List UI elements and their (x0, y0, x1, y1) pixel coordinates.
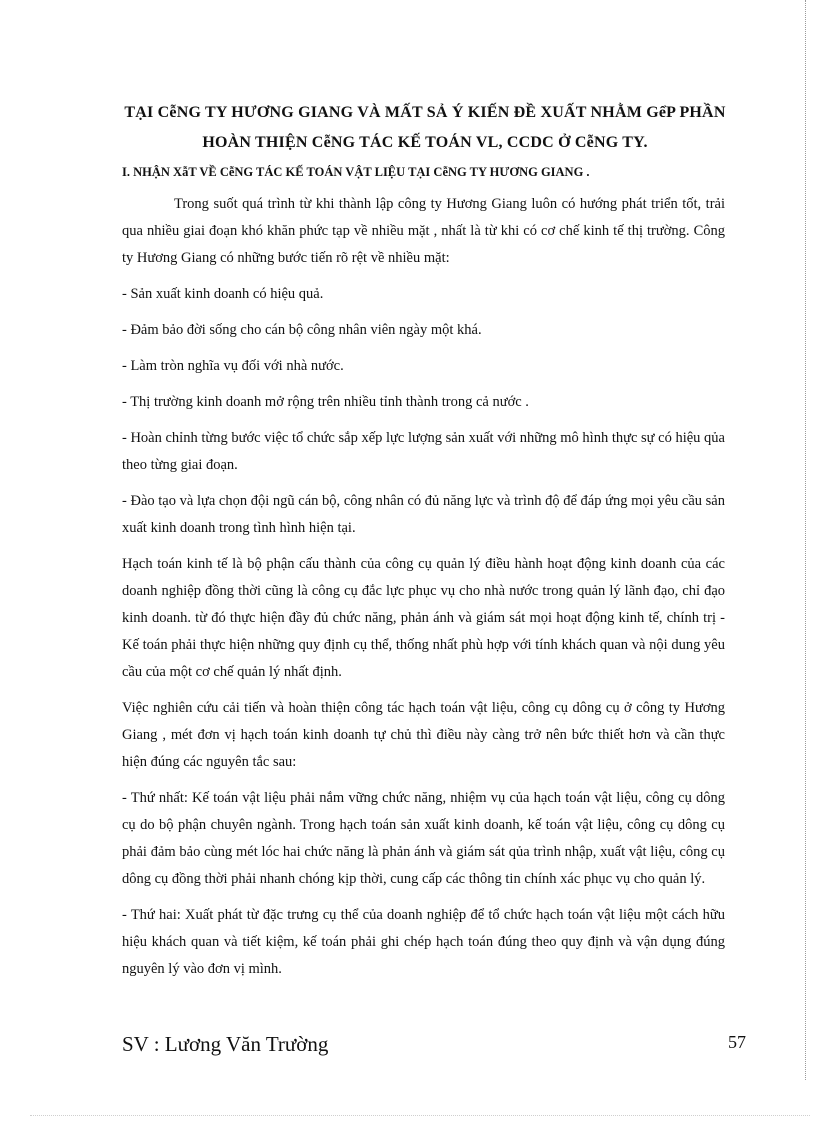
page-margin-rule (805, 0, 806, 1080)
list-item: - Thứ nhất: Kế toán vật liệu phải nắm vững chức năng, nhiệm vụ của hạch toán vật liệu, công cụ dông cụ do bộ phận chuyên ngành. Trong hạch toán sản xuất kinh doanh, kế toán vật liệu, công cụ dông cụ phải đảm bảo cùng mét lóc hai chức năng là phản ánh và giám sát qủa trình nhập, xuất vật liệu, công cụ dông cụ đồng thời phải nhanh chóng kịp thời, cung cấp các thông tin chính xác phục vụ cho quản lý. (122, 790, 725, 887)
list-item: - Đào tạo và lựa chọn đội ngũ cán bộ, công nhân có đủ năng lực và trình độ để đáp ứng mọi yêu cầu sản xuất kinh doanh trong tình hình hiện tại. (122, 493, 725, 536)
footer-student-name: SV : Lương Văn Trường (122, 1032, 329, 1056)
document-title-line-2: HOÀN THIỆN CễNG TÁC KẾ TOÁN VL, CCDC Ở CễNG TY. (202, 134, 648, 151)
section-heading: I. NHẬN XẫT VỀ CễNG TÁC KẾ TOÁN VẬT LIỆU TẠI CễNG TY HƯƠNG GIANG . (122, 165, 590, 179)
paragraph: Hạch toán kinh tế là bộ phận cấu thành của công cụ quản lý điều hành hoạt động kinh doanh của các doanh nghiệp đồng thời cũng là công cụ đắc lực phục vụ cho nhà nước trong quản lý lãnh đạo, chỉ đạo kinh doanh. từ đó thực hiện đầy đủ chức năng, phản ánh và giám sát mọi hoạt động kinh tế, chính trị - Kế toán phải thực hiện những quy định cụ thể, thống nhất phù hợp với tính khách quan và nội dung yêu cầu của một cơ chế quản lý nhất định. (122, 556, 725, 680)
list-item: - Đảm bảo đời sống cho cán bộ công nhân viên ngày một khá. (122, 322, 482, 338)
list-item: - Hoàn chỉnh từng bước việc tổ chức sắp xếp lực lượng sản xuất với những mô hình thực sự có hiệu qủa theo từng giai đoạn. (122, 430, 725, 473)
page-number: 57 (728, 1032, 746, 1052)
list-item: - Thị trường kinh doanh mở rộng trên nhiều tỉnh thành trong cả nước . (122, 394, 529, 410)
list-item: - Thứ hai: Xuất phát từ đặc trưng cụ thể của doanh nghiệp để tổ chức hạch toán vật liệu một cách hữu hiệu khách quan và tiết kiệm, kế toán phải ghi chép hạch toán đúng theo quy định và vận dụng đúng nguyên lý vào đơn vị mình. (122, 907, 725, 977)
list-item: - Làm tròn nghĩa vụ đối với nhà nước. (122, 358, 344, 374)
document-body (122, 191, 725, 992)
paragraph: Trong suốt quá trình từ khi thành lập công ty Hương Giang luôn có hướng phát triển tốt, trải qua nhiều giai đoạn khó khăn phức tạp về nhiều mặt , nhất là từ khi có cơ chế kinh tế thị trường. Công ty Hương Giang có những bước tiến rõ rệt về nhiều mặt: (122, 196, 725, 266)
page-bottom-rule (30, 1115, 810, 1116)
document-title-line-1: TẠI CễNG TY HƯƠNG GIANG VÀ MẤT SẢ Ý KIẾN ĐỀ XUẤT NHẰM GểP PHẦN (124, 104, 726, 121)
list-item: - Sản xuất kinh doanh có hiệu quả. (122, 286, 324, 302)
paragraph: Việc nghiên cứu cải tiến và hoàn thiện công tác hạch toán vật liệu, công cụ dông cụ ở công ty Hương Giang , mét đơn vị hạch toán kinh doanh tự chủ thì điều này càng trở nên bức thiết hơn và cần thực hiện đúng các nguyên tắc sau: (122, 700, 725, 770)
